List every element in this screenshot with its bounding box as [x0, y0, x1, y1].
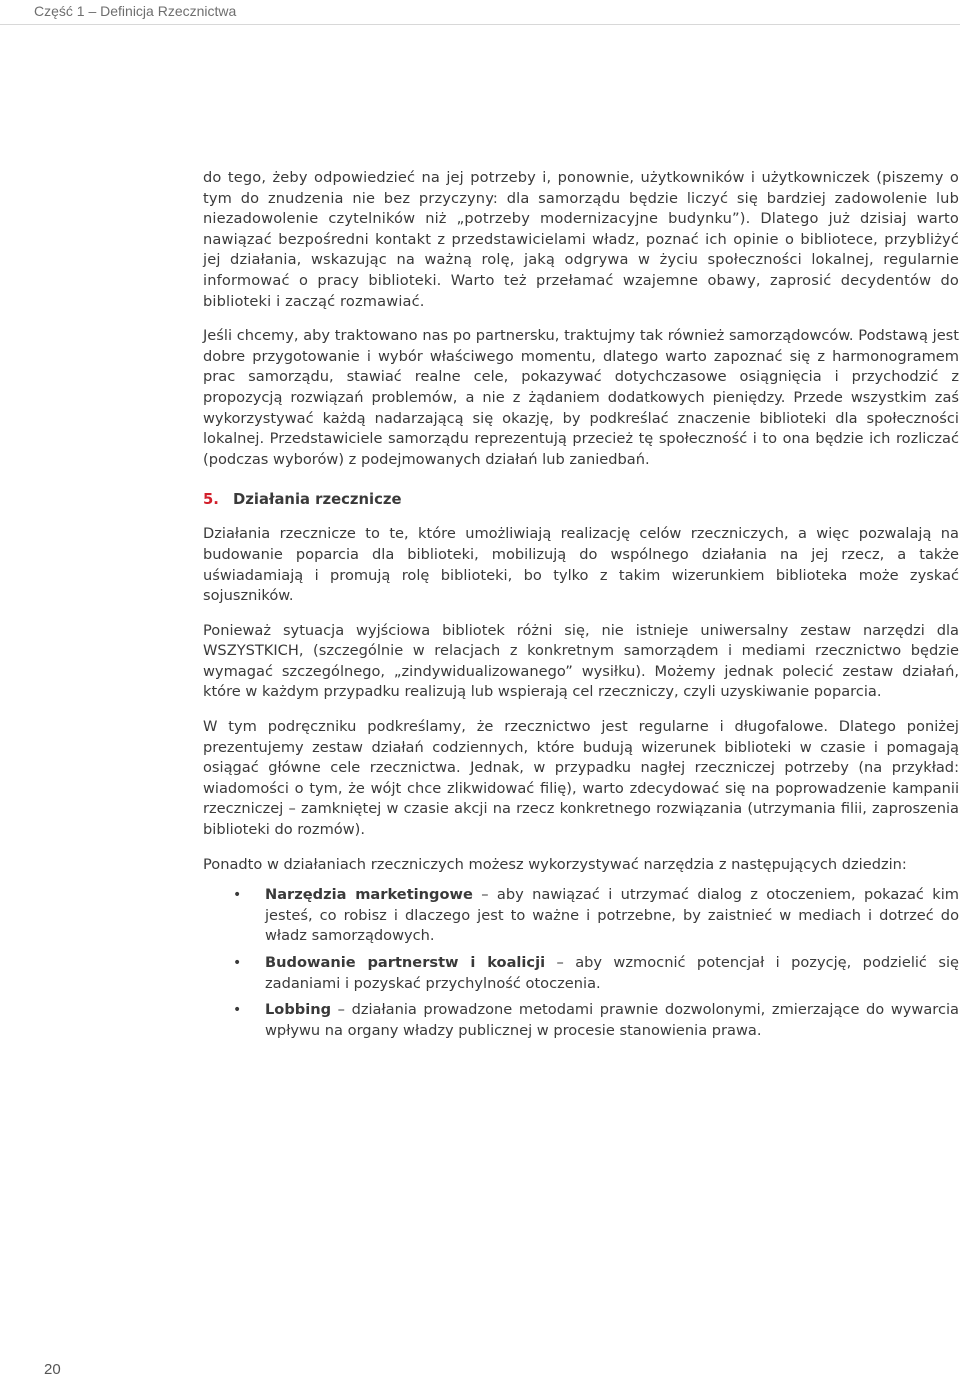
section-number: 5.	[203, 491, 219, 509]
tool-description: – aby nawiązać i utrzymać dialog z otoczeniem, pokazać kim jesteś, co robisz i dlaczego jest to ważne i potrzebne, by zaistnieć w mediach i dotrzeć do władz samorządowych.	[265, 886, 959, 945]
bullet-icon: •	[233, 887, 242, 904]
bullet-icon: •	[233, 955, 242, 971]
list-item	[203, 953, 959, 994]
section-heading	[203, 490, 959, 510]
running-title: Część 1 – Definicja Rzecznictwa	[34, 3, 237, 19]
paragraph-long-term: W tym podręczniku podkreślamy, że rzecznictwo jest regularne i długofalowe. Dlatego poniżej prezentujemy zestaw działań codziennych, które budują wizerunek biblioteki w czasie i pomagają osiągać główne cele rzecznictwa. Jednak, w przypadku nagłej rzeczniczej potrzeby (na przykład: wiadomości o tym, że wójt chce zlikwidować filię), warto zdecydować się na poprowadzenie kampanii rzeczniczej – zamkniętej w czasie akcji na rzecz konkretnego rozwiązania (utrzymania filii, zaproszenia biblioteki do rozmów).	[203, 718, 959, 839]
paragraph-continuation: do tego, żeby odpowiedzieć na jej potrzeby i, ponownie, użytkowników i użytkowniczek (piszemy o tym do znudzenia nie bez przyczyny: dla samorządu będzie liczyć się bardziej zadowolenie lub niezadowolenie czytelników niż „potrzeby modernizacyjne budynku”). Dlatego już dzisiaj warto nawiązać bezpośredni kontakt z przedstawicielami władz, poznać ich opinie o bibliotece, przybliżyć jej działania, wskazując na ważną rolę, jaką odgrywa w życiu społeczności lokalnej, regularnie informować o pracy biblioteki. Warto też przełamać wzajemne obawy, zaprosić decydentów do biblioteki i zacząć rozmawiać.	[203, 169, 959, 310]
tool-description: – aby wzmocnić potencjał i pozycję, podzielić się zadaniami i pozyskać przychylność otoczenia.	[265, 954, 959, 992]
tool-term: Budowanie partnerstw i koalicji	[265, 954, 546, 971]
tool-description: – działania prowadzone metodami prawnie dozwolonymi, zmierzające do wywarcia wpływu na organy władzy publicznej w procesie stanowienia prawa.	[265, 1001, 959, 1039]
paragraph-tools-intro: Ponadto w działaniach rzeczniczych możesz wykorzystywać narzędzia z następujących dziedzin:	[203, 855, 907, 873]
paragraph-definition: Działania rzecznicze to te, które umożliwiają realizację celów rzeczniczych, a więc pozwalają na budowanie poparcia dla biblioteki, mobilizują do wspólnego działania na jej rzecz, a także uświadamiają i promują rolę biblioteki, bo tylko z takim wizerunkiem biblioteka może zyskać sojuszników.	[203, 525, 959, 605]
list-item	[203, 885, 959, 947]
page-number: 20	[44, 1361, 61, 1378]
section-title: Działania rzecznicze	[233, 491, 402, 509]
bullet-icon: •	[233, 1002, 242, 1019]
tool-term: Lobbing	[265, 1001, 332, 1019]
paragraph-no-universal-toolkit: Ponieważ sytuacja wyjściowa bibliotek różni się, nie istnieje uniwersalny zestaw narzędzi dla WSZYSTKICH, (szczególnie w relacjach z konkretnym samorządem i mediami rzecznictwo będzie wymagać szczególnego, „zindywidualizowanego” wysiłku). Możemy jednak polecić zestaw działań, które w każdym przypadku realizują lub wspierają cel rzeczniczy, czyli uzyskiwanie poparcia.	[203, 621, 959, 701]
tool-term: Narzędzia marketingowe	[265, 886, 473, 904]
running-header	[0, 0, 960, 25]
tools-list	[203, 885, 959, 1041]
list-item	[203, 1000, 959, 1041]
paragraph-partnership: Jeśli chcemy, aby traktowano nas po partnersku, traktujmy tak również samorządowców. Podstawą jest dobre przygotowanie i wybór właściwego momentu, dlatego warto zapoznać się z harmonogramem prac samorządu, stawiać realne cele, pokazywać dotychczasowe osiągnięcia i przychodzić z propozycją rozwiązań problemów, a nie z żądaniem dodatkowych pieniędzy. Przede wszystkim zaś wykorzystywać każdą nadarzającą się okazję, by podkreślać znaczenie biblioteki dla społeczności lokalnej. Przedstawiciele samorządu reprezentują przecież tę społeczność i to ona będzie ich rozliczać (podczas wyborów) z podejmowanych działań lub zaniedbań.	[203, 327, 959, 468]
page-body	[203, 168, 959, 1047]
